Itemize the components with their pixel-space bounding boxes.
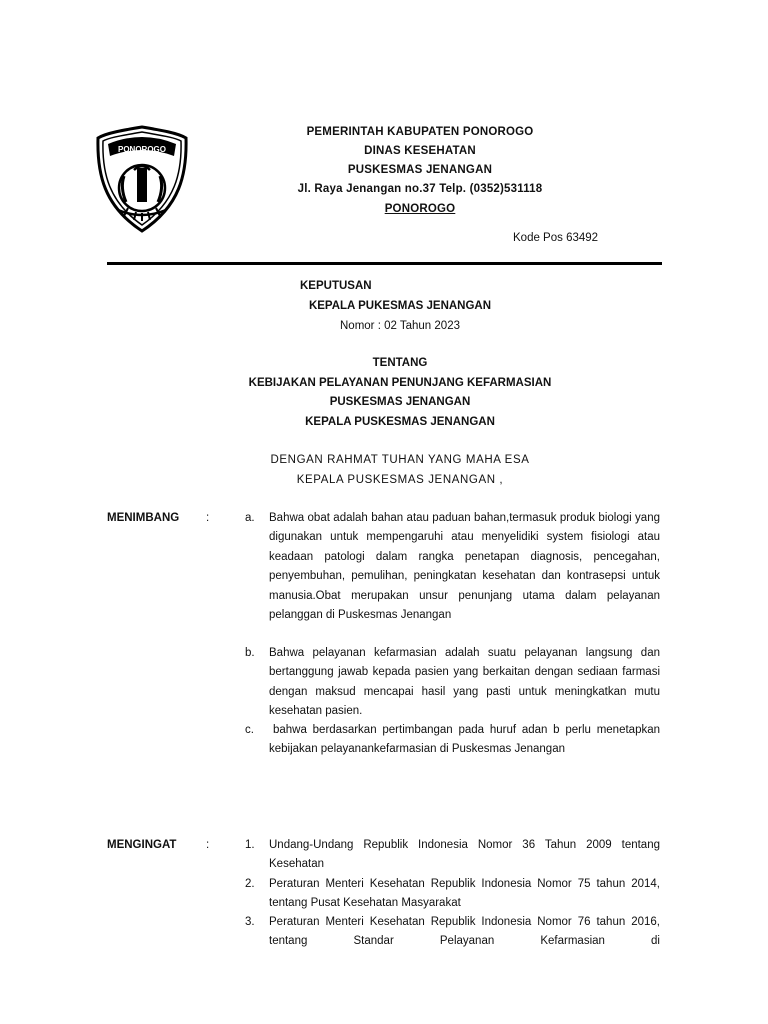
list-marker: c. <box>245 724 254 736</box>
mengingat-colon: : <box>206 839 210 851</box>
decree-number: Nomor : 02 Tahun 2023 <box>340 320 460 332</box>
list-item-text: Peraturan Menteri Kesehatan Republik Indonesia Nomor 76 tahun 2016, tentang Standar Pelayanan Kefarmasian di <box>269 916 660 948</box>
menimbang-colon: : <box>206 512 210 524</box>
subject-line-2: PUSKESMAS JENANGAN <box>329 396 471 408</box>
list-item-text: bahwa berdasarkan pertimbangan pada huruf adan b perlu menetapkan kebijakan pelayanankefarmasian di Puskesmas Jenangan <box>269 724 660 756</box>
emblem-banner-text: PONOROGO <box>117 145 167 154</box>
emblem-shield-icon <box>94 124 190 234</box>
menimbang-item-b <box>245 644 660 722</box>
menimbang-item-c <box>245 721 660 760</box>
regency-emblem <box>94 124 190 234</box>
preamble-line-2: KEPALA PUSKESMAS JENANGAN , <box>296 474 504 486</box>
list-marker: 3. <box>245 916 255 928</box>
list-item-text: Bahwa pelayanan kefarmasian adalah suatu pelayanan langsung dan bertanggung jawab kepada pasien yang berkaitan dengan sediaan farmasi dengan maksud mencapai hasil yang pasti untuk meningkatkan mutu kesehatan pasien. <box>269 647 660 718</box>
header-government: PEMERINTAH KABUPATEN PONOROGO <box>306 126 534 138</box>
list-item-text: Bahwa obat adalah bahan atau paduan bahan,termasuk produk biologi yang digunakan untuk mempengaruhi atau menyelidiki system fisiologi atau keadaan patologi dalam rangka penetapan diagnosis, pencegahan, penyembuhan, pemulihan, peningkatan kesehatan dan kontrasepsi untuk manusia.Obat merupakan unsur penunjang utama dalam pelayanan pelanggan di Puskesmas Jenangan <box>269 512 660 622</box>
subject-about: TENTANG <box>372 357 428 369</box>
list-item-text: Undang-Undang Republik Indonesia Nomor 36 Tahun 2009 tentang Kesehatan <box>269 839 660 871</box>
list-marker: 2. <box>245 878 255 890</box>
header-city: PONOROGO <box>384 203 456 215</box>
preamble-line-1: DENGAN RAHMAT TUHAN YANG MAHA ESA <box>270 454 530 466</box>
subject-line-1: KEBIJAKAN PELAYANAN PENUNJANG KEFARMASIAN <box>248 377 552 389</box>
list-item-text: Peraturan Menteri Kesehatan Republik Indonesia Nomor 75 tahun 2014, tentang Pusat Kesehatan Masyarakat <box>269 878 660 910</box>
header-clinic: PUSKESMAS JENANGAN <box>347 164 493 176</box>
mengingat-label: MENGINGAT <box>107 839 177 851</box>
postal-code: Kode Pos 63492 <box>513 232 599 244</box>
header-address: Jl. Raya Jenangan no.37 Telp. (0352)531118 <box>297 183 543 195</box>
mengingat-item-1 <box>245 836 660 875</box>
menimbang-label: MENIMBANG <box>107 512 180 524</box>
menimbang-item-a <box>245 509 660 625</box>
list-marker: 1. <box>245 839 255 851</box>
letterhead-divider <box>107 262 662 265</box>
subject-line-3: KEPALA PUSKESMAS JENANGAN <box>305 416 495 428</box>
list-marker: b. <box>245 647 255 659</box>
mengingat-item-2 <box>245 875 660 914</box>
decree-issuer: KEPALA PUKESMAS JENANGAN <box>308 300 492 312</box>
mengingat-item-3 <box>245 913 660 952</box>
header-agency: DINAS KESEHATAN <box>364 145 476 157</box>
decree-title: KEPUTUSAN <box>300 280 372 292</box>
list-marker: a. <box>245 512 255 524</box>
